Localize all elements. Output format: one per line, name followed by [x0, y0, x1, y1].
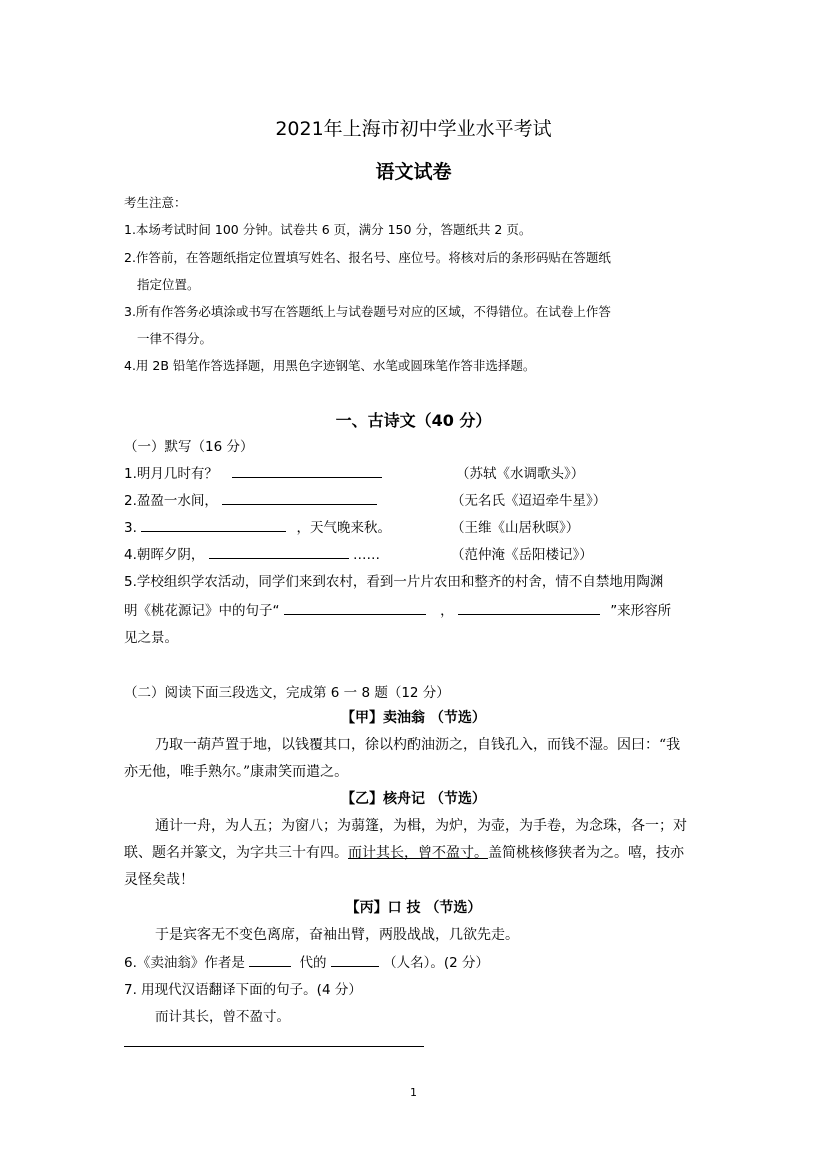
question-1-text: 1.明月几时有？: [124, 466, 218, 482]
question-3-num: 3.: [124, 520, 137, 536]
passage-bing-line1: 于是宾客无不变色离席，奋袖出臂，两股战战，几欲先走。: [155, 927, 519, 943]
passage-yi-line2: [124, 842, 684, 862]
notice-heading: 考生注意：: [124, 195, 187, 210]
answer-blank-6b[interactable]: [331, 954, 379, 967]
passage-bing-title: 【丙】口 技 （节选）: [345, 900, 482, 916]
exam-title: 2021年上海市初中学业水平考试: [275, 118, 552, 140]
answer-blank-3[interactable]: [141, 519, 286, 532]
question-6-text-b: 代的: [299, 955, 327, 971]
answer-blank-4[interactable]: [209, 546, 349, 559]
notice-item-3: 3.所有作答务必填涂或书写在答题纸上与试卷题号对应的区域，不得错位。在试卷上作答: [124, 304, 611, 319]
question-4-text: 4.朝晖夕阴，: [124, 547, 205, 563]
question-6-text-a: 6.《卖油翁》作者是: [124, 955, 245, 971]
question-5-tail: ”来形容所: [610, 603, 672, 619]
part2-heading: （二）阅读下面三段选文，完成第 6 一 8 题（12 分）: [124, 685, 450, 701]
question-6-text-c: （人名）。(2 分）: [383, 955, 489, 971]
notice-item-2: 2.作答前，在答题纸指定位置填写姓名、报名号、座位号。将核对后的条形码贴在答题纸: [124, 250, 611, 265]
passage-jia-line2: 亦无他，唯手熟尔。”康肃笑而遣之。: [124, 764, 349, 780]
exam-subtitle: 语文试卷: [375, 161, 452, 183]
passage-yi-title: 【乙】核舟记 （节选）: [341, 791, 486, 807]
part1-heading: （一）默写（16 分）: [124, 439, 254, 455]
question-2: [124, 489, 377, 509]
question-4-tail: ……: [352, 547, 380, 563]
question-3: [124, 516, 391, 536]
section1-heading: 一、古诗文（40 分）: [335, 411, 492, 430]
answer-blank-2[interactable]: [222, 492, 377, 505]
question-3-text: ，天气晚来秋。: [296, 520, 391, 536]
answer-blank-1[interactable]: [232, 465, 382, 478]
notice-item-1: 1.本场考试时间 100 分钟。试卷共 6 页，满分 150 分，答题纸共 2 页。: [124, 222, 532, 237]
passage-jia-line1: 乃取一葫芦置于地，以钱覆其口，徐以杓酌油沥之，自钱孔入，而钱不湿。因曰：“我: [155, 737, 681, 753]
question-5-line2: [124, 599, 671, 619]
question-1-source: （苏轼《水调歌头》）: [456, 466, 585, 482]
answer-blank-5b[interactable]: [458, 602, 600, 615]
question-4: [124, 543, 380, 563]
passage-yi-text-a: 联、题名并篆文，为字共三十有四。: [124, 845, 348, 861]
passage-yi-line3: 灵怪矣哉！: [124, 872, 194, 888]
answer-blank-6a[interactable]: [249, 954, 291, 967]
notice-item-2-cont: 指定位置。: [137, 277, 200, 292]
page-number: 1: [410, 1086, 417, 1099]
passage-yi-underlined: 而计其长，曾不盈寸。: [348, 845, 488, 861]
passage-yi-text-b: 盖简桃核修狭者为之。嘻，技亦: [488, 845, 684, 861]
question-5-comma: ，: [440, 603, 454, 619]
answer-line-7[interactable]: [124, 1046, 424, 1047]
question-1: [124, 462, 382, 482]
question-5-line3: 见之景。: [124, 630, 178, 646]
question-6: [124, 951, 489, 971]
answer-blank-5a[interactable]: [284, 602, 426, 615]
question-2-source: （无名氏《迢迢牵牛星》）: [451, 493, 607, 509]
question-7-sentence: 而计其长，曾不盈寸。: [155, 1009, 290, 1025]
question-5-line1: 5.学校组织学农活动，同学们来到农村，看到一片片农田和整齐的村舍，情不自禁地用陶渊: [124, 574, 664, 590]
passage-jia-title: 【甲】卖油翁 （节选）: [341, 710, 486, 726]
question-4-source: （范仲淹《岳阳楼记》）: [451, 547, 593, 563]
notice-item-4: 4.用 2B 铅笔作答选择题，用黑色字迹钢笔、水笔或圆珠笔作答非选择题。: [124, 358, 536, 373]
passage-yi-line1: 通计一舟，为人五；为窗八；为蒻篷，为楫，为炉，为壶，为手卷，为念珠，各一；对: [155, 818, 687, 834]
question-5-lead: 明《桃花源记》中的句子“: [124, 603, 280, 619]
notice-item-3-cont: 一律不得分。: [137, 331, 213, 346]
question-2-text: 2.盈盈一水间，: [124, 493, 218, 509]
question-7: 7. 用现代汉语翻译下面的句子。(4 分）: [124, 982, 362, 998]
question-3-source: （王维《山居秋暝》）: [451, 520, 580, 536]
